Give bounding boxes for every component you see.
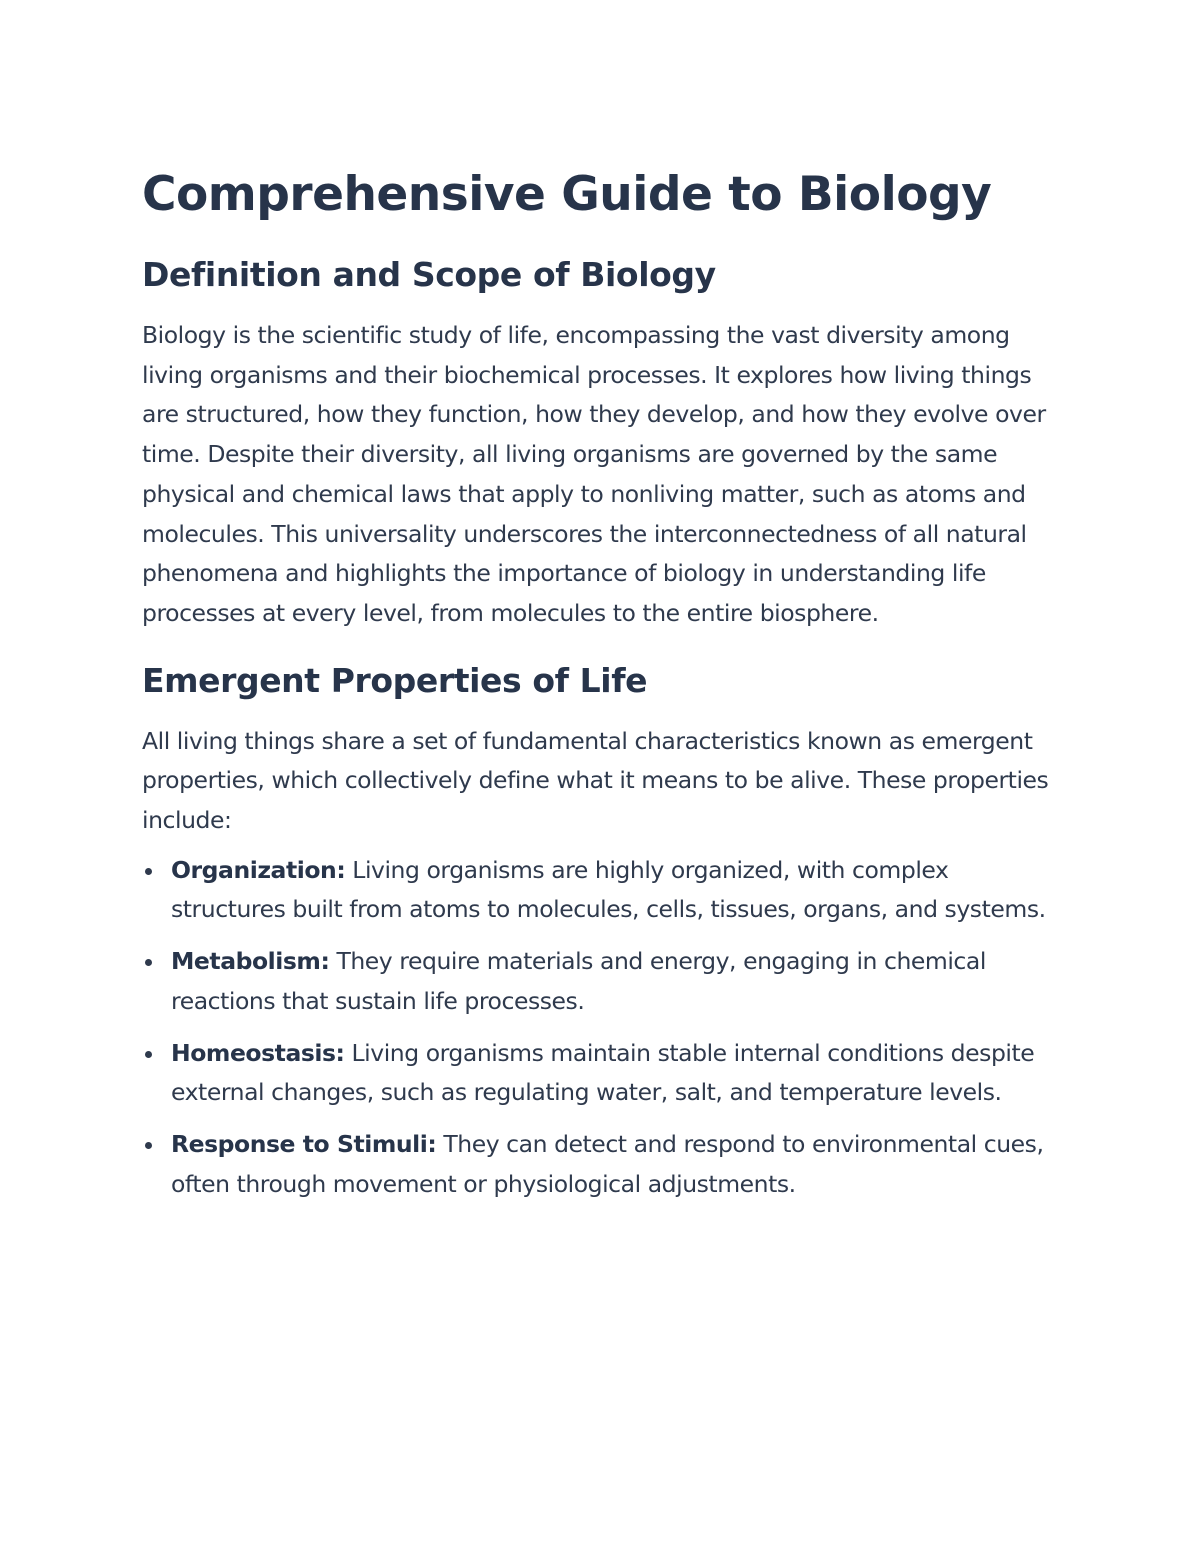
page-title: Comprehensive Guide to Biology [142, 167, 992, 222]
list-item-text: Living organisms maintain stable internal conditions despite external changes, such as regulating water, salt, and temperature levels. [171, 1038, 1035, 1107]
section-heading-definition: Definition and Scope of Biology [142, 255, 716, 294]
bullet-icon [145, 959, 152, 966]
list-item-text: They require materials and energy, engaging in chemical reactions that sustain life processes. [171, 947, 986, 1015]
list-item [142, 1125, 1062, 1204]
list-item-term: Metabolism: [171, 947, 330, 976]
document-page [142, 162, 1062, 1216]
list-item-term: Organization: [171, 855, 346, 884]
list-item-text: Living organisms are highly organized, with complex structures built from atoms to molecules, cells, tissues, organs, and systems. [171, 855, 1046, 924]
bullet-icon [145, 1142, 152, 1149]
bullet-icon [145, 1051, 152, 1058]
list-item-term: Homeostasis: [171, 1038, 345, 1067]
list-item-text: They can detect and respond to environmental cues, often through movement or physiological adjustments. [171, 1129, 1044, 1198]
section-paragraph-emergent-properties: All living things share a set of fundamental characteristics known as emergent properties, which collectively define what it means to be alive. These properties include: [142, 726, 1049, 835]
list-item [142, 851, 1062, 930]
list-item [142, 1034, 1062, 1113]
bullet-icon [145, 868, 152, 875]
list-item [142, 942, 1062, 1021]
emergent-properties-list [142, 851, 1062, 1205]
section-paragraph-definition: Biology is the scientific study of life, encompassing the vast diversity among living organisms and their biochemical processes. It explores how living things are structured, how they function, how they develop, and how they evolve over time. Despite their diversity, all living organisms are governed by the same physical and chemical laws that apply to nonliving matter, such as atoms and molecules. This universality underscores the interconnectedness of all natural phenomena and highlights the importance of biology in understanding life processes at every level, from molecules to the entire biosphere. [142, 321, 1046, 627]
list-item-term: Response to Stimuli: [171, 1129, 437, 1158]
section-heading-emergent-properties: Emergent Properties of Life [142, 660, 648, 700]
